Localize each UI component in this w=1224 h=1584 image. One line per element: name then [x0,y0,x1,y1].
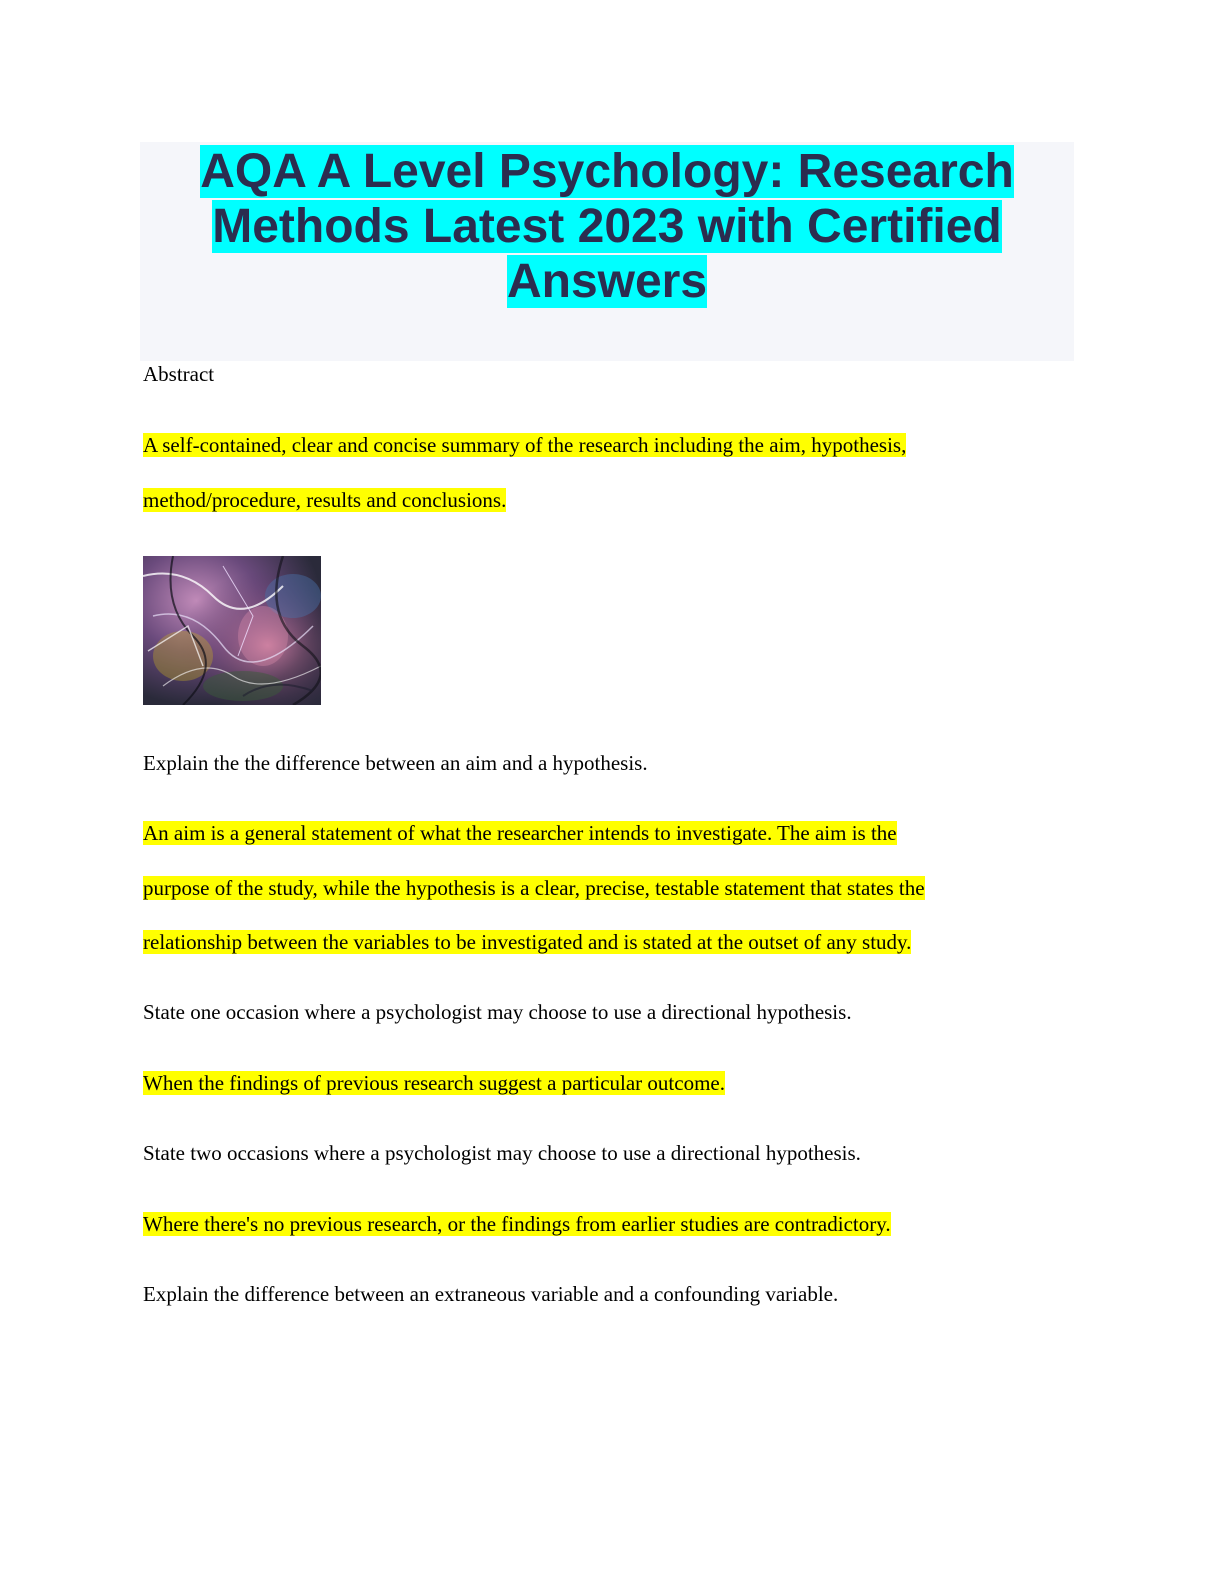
abstract-answer-line-1 [143,432,906,459]
answer-highlight: purpose of the study, while the hypothesis is a clear, precise, testable statement that states the [143,876,925,900]
title-block [140,142,1074,361]
abstract-art-image [143,556,321,705]
question-extraneous-confounding: Explain the difference between an extraneous variable and a confounding variable. [143,1282,839,1306]
answer-aim-hypothesis-line-3 [143,929,911,956]
answer-highlight: Where there's no previous research, or the findings from earlier studies are contradictory. [143,1212,891,1236]
answer-highlight: When the findings of previous research suggest a particular outcome. [143,1071,725,1095]
title-line-1: AQA A Level Psychology: Research [200,145,1014,198]
document-title [140,144,1074,309]
answer-aim-hypothesis-line-2 [143,875,925,902]
answer-one-occasion [143,1070,725,1097]
answer-highlight: An aim is a general statement of what the researcher intends to investigate. The aim is the [143,821,897,845]
answer-two-occasions [143,1211,891,1238]
answer-highlight: method/procedure, results and conclusions. [143,488,507,512]
question-aim-hypothesis: Explain the the difference between an aim and a hypothesis. [143,751,648,775]
abstract-answer-line-2 [143,487,506,514]
title-line-3: Answers [506,255,708,308]
answer-highlight: relationship between the variables to be investigated and is stated at the outset of any study. [143,930,912,954]
title-line-2: Methods Latest 2023 with Certified [212,200,1002,253]
answer-highlight: A self-contained, clear and concise summary of the research including the aim, hypothesis, [143,433,907,457]
question-two-occasions: State two occasions where a psychologist may choose to use a directional hypothesis. [143,1141,861,1165]
abstract-heading: Abstract [143,362,215,386]
answer-aim-hypothesis-line-1 [143,820,897,847]
question-one-occasion: State one occasion where a psychologist may choose to use a directional hypothesis. [143,1000,852,1024]
